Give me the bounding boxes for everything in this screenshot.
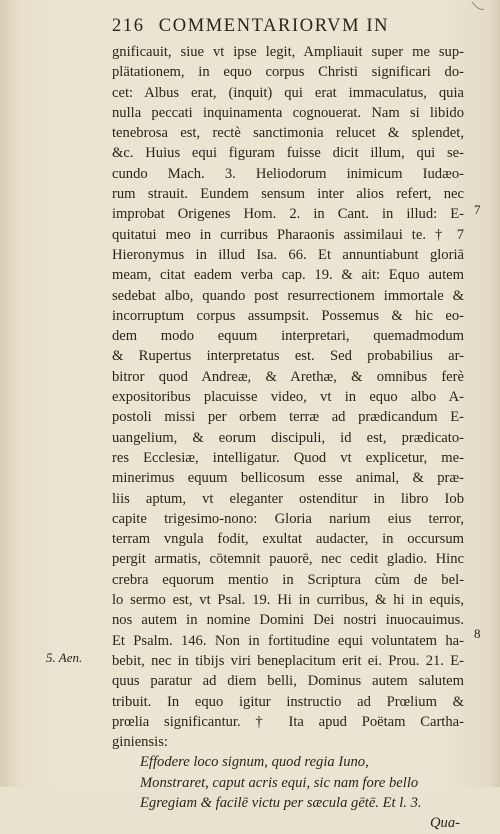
text-line: giniensis:	[112, 734, 168, 751]
text-line: uangelium, & eorum discipuli, id est, prædicato-	[112, 429, 464, 446]
text-line: gnificauit, siue vt ipse legit, Ampliauit super me sup-	[112, 44, 464, 60]
verse-line: Qua-	[430, 815, 460, 832]
text-line: sedebat albo, quando post resurrectionem immortale &	[112, 287, 464, 304]
text-line: tribuit. In equo igitur instructio ad Prœlium &	[112, 693, 464, 710]
text-line: prœlia significantur. † Ita apud Poëtam Cartha-	[112, 713, 464, 730]
text-line: postoli missi per orbem terræ ad prædicandum E-	[112, 409, 464, 426]
text-line: pergit armatis, cōtemnit pauorē, nec cedit gladio. Hinc	[112, 551, 464, 568]
verse-line: Egregiam & facilē victu per sæcula gētē. Et l. 3.	[140, 794, 422, 811]
text-line: minerimus equum bellicosum esse animal, & præ-	[112, 470, 464, 487]
text-line: meam, citat eadem verba cap. 19. & ait: Equo autem	[112, 267, 464, 284]
text-line: cet: Albus erat, (inquit) qui erat immaculatus, quia	[112, 84, 464, 101]
text-line: plätationem, in equo corpus Christi significari do-	[112, 64, 464, 81]
running-header	[112, 16, 482, 37]
text-line: & Rupertus interpretatus est. Sed probabilius ar-	[112, 348, 464, 365]
text-line: nos autem in nomine Domini Dei nostri inuocauimus.	[112, 612, 464, 629]
text-line: Hieronymus in illud Isa. 66. Et annuntiabunt gloriā	[112, 246, 464, 263]
text-line: lo sermo est, vt Psal. 19. Hi in curribus, & hi in equis,	[112, 592, 464, 609]
text-line: terram vngula fodit, exultat audacter, in occursum	[112, 531, 464, 548]
pencil-mark-icon	[470, 0, 486, 12]
text-line: quitatui meo in curribus Pharaonis assimilaui te. † 7	[112, 226, 464, 243]
verse-line: Effodere loco signum, quod regia Iuno,	[140, 754, 369, 771]
text-line: bebit, nec in tibijs viri beneplacitum erit ei. Prou. 21. E-	[112, 652, 464, 669]
text-line: res Ecclesiæ, intelligatur. Quod vt explicetur, me-	[112, 449, 464, 466]
text-line: dem modo equum interpretari, quemadmodum	[112, 328, 464, 345]
page-number: 216	[112, 16, 145, 36]
text-line: expositoribus placuisse video, vt in equo albo A-	[112, 389, 464, 406]
text-line: &c. Huius equi figuram fuisse dicit illum, qui se-	[112, 145, 464, 162]
text-line: improbat Origenes Hom. 2. in Cant. in illud: E-	[112, 206, 464, 223]
text-line: nulla peccati inquinamenta cognouerat. Nam si libido	[112, 104, 464, 121]
margin-note-aeneid: 5. Aen.	[46, 650, 83, 665]
margin-note-8: 8	[474, 626, 481, 641]
text-line: incorruptum corpus assumpsit. Possemus & hic eo-	[112, 307, 464, 324]
text-line: tenebrosa est, rectè sanctimonia relucet & splendet,	[112, 125, 464, 142]
text-line: bitror quod Andreæ, & Arethæ, & omnibus ferè	[112, 368, 464, 385]
margin-note-7: 7	[474, 202, 481, 217]
running-title: COMMENTARIORVM IN	[158, 16, 390, 36]
text-line: Et Psalm. 146. Non in fortitudine equi voluntatem ha-	[112, 632, 464, 649]
text-line: crebra equorum mentio in Scriptura cùm de bel-	[112, 571, 464, 588]
text-line: capite trigesimo-nono: Gloria narium eius terror,	[112, 510, 464, 527]
text-line: cundo Mach. 3. Heliodorum inimicum Iudæo-	[112, 165, 464, 182]
text-line: rum strauit. Eundem sensum inter alios refert, nec	[112, 186, 464, 203]
verse-line: Monstraret, caput acris equi, sic nam fore bello	[140, 774, 419, 791]
text-line: quus paratur ad diem belli, Dominus autem salutem	[112, 673, 464, 690]
main-text-block	[112, 42, 464, 834]
text-line: liis aptum, vt eleganter ostenditur in libro Iob	[112, 490, 464, 507]
